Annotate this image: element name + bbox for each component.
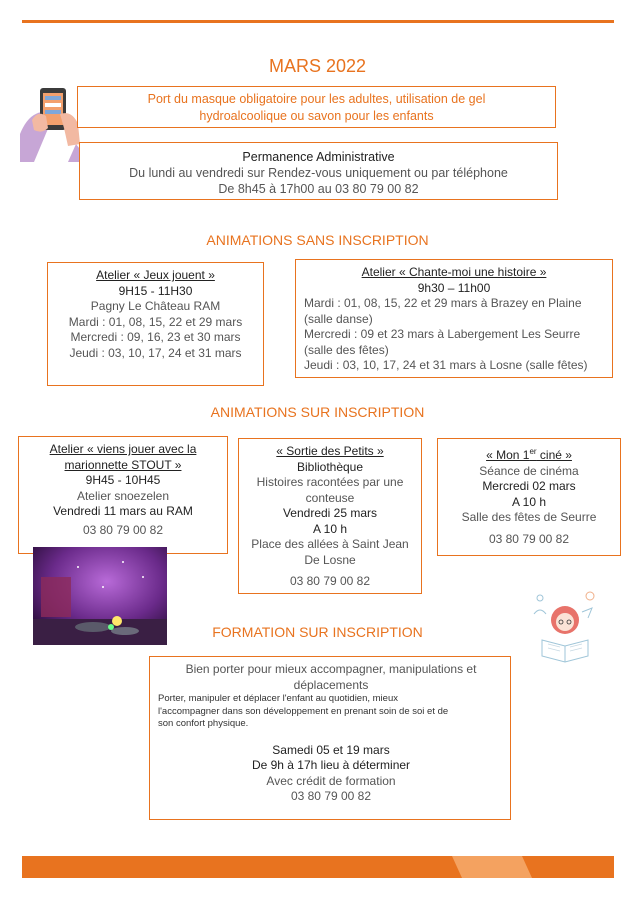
card-place: De Losne	[304, 552, 356, 567]
card-chante-moi	[295, 259, 613, 378]
card-desc-line: son confort physique.	[158, 718, 249, 729]
card-place: Salle des fêtes de Seurre	[461, 510, 597, 524]
card-title: Atelier « Chante-moi une histoire »	[361, 265, 547, 279]
footer-bar	[22, 856, 614, 878]
card-desc: Séance de cinéma	[479, 463, 579, 478]
card-date: Vendredi 11 mars au RAM	[53, 504, 193, 518]
card-mon-premier-cine	[437, 438, 621, 556]
top-rule	[22, 20, 614, 23]
card-desc: conteuse	[305, 490, 355, 505]
card-sortie-des-petits	[238, 438, 422, 594]
card-title: marionnette STOUT »	[64, 457, 182, 472]
admin-title: Permanence Administrative	[242, 150, 395, 164]
card-title: « Mon 1er ciné »	[486, 447, 572, 462]
card-date-line: Mercredi : 09 et 23 mars à Labergement Les Seurre	[304, 327, 581, 341]
card-phone: 03 80 79 00 82	[290, 789, 372, 803]
card-formation	[149, 656, 511, 820]
section-title-formation: FORMATION SUR INSCRIPTION	[212, 624, 423, 640]
card-desc-line: Porter, manipuler et déplacer l'enfant au quotidien, mieux	[158, 693, 398, 704]
card-date-line: (salle des fêtes)	[304, 342, 389, 357]
card-phone: 03 80 79 00 82	[488, 531, 570, 546]
card-date: Samedi 05 et 19 mars	[272, 742, 390, 757]
card-title: Atelier « viens jouer avec la	[49, 442, 197, 456]
card-date-line: Mardi : 01, 08, 15, 22 et 29 mars à Brazey en Plaine	[304, 296, 582, 310]
card-time: 9H45 - 10H45	[85, 473, 161, 487]
card-date-line: Mardi : 01, 08, 15, 22 et 29 mars	[68, 314, 243, 329]
card-date-line: (salle danse)	[304, 311, 373, 326]
card-time: A 10 h	[511, 494, 547, 509]
card-time: A 10 h	[312, 521, 348, 536]
card-desc	[158, 693, 504, 731]
card-date-line: Jeudi : 03, 10, 17, 24 et 31 mars à Losne (salle fêtes)	[304, 358, 588, 372]
mask-notice-line: Port du masque obligatoire pour les adultes, utilisation de gel	[147, 92, 486, 106]
admin-hours: Du lundi au vendredi sur Rendez-vous uniquement ou par téléphone	[129, 166, 508, 180]
section-title-sur-inscription: ANIMATIONS SUR INSCRIPTION	[210, 404, 425, 420]
admin-box	[79, 142, 558, 200]
card-desc: Histoires racontées par une	[256, 475, 404, 489]
card-title: « Sortie des Petits »	[276, 444, 384, 458]
card-date: Mercredi 02 mars	[482, 479, 576, 493]
card-phone: 03 80 79 00 82	[289, 574, 371, 588]
card-desc-line: l'accompagner dans son développement en prenant soin de soi et de	[158, 705, 449, 717]
card-subtitle: Bibliothèque	[296, 459, 364, 474]
card-time: De 9h à 17h lieu à déterminer	[251, 758, 411, 772]
card-title: Atelier « Jeux jouent »	[96, 268, 215, 282]
card-place: Atelier snoezelen	[76, 488, 170, 503]
card-time: 9h30 – 11h00	[417, 280, 491, 295]
card-jeux-jouent	[47, 262, 264, 386]
card-place: Pagny Le Château RAM	[90, 299, 221, 313]
mask-notice	[77, 86, 556, 128]
page-title: MARS 2022	[268, 56, 367, 76]
child-reading-illustration	[530, 584, 600, 666]
card-date-line: Jeudi : 03, 10, 17, 24 et 31 mars	[69, 345, 242, 360]
card-title: Bien porter pour mieux accompagner, manipulations et	[185, 662, 477, 676]
section-title-sans-inscription: ANIMATIONS SANS INSCRIPTION	[206, 232, 429, 248]
card-title: déplacements	[293, 677, 369, 692]
card-date: Vendredi 25 mars	[282, 506, 378, 520]
card-time: 9H15 - 11H30	[118, 283, 193, 298]
card-date-line: Mercredi : 09, 16, 23 et 30 mars	[70, 330, 241, 344]
card-phone: 03 80 79 00 82	[82, 522, 164, 537]
mask-notice-line: hydroalcoolique ou savon pour les enfants	[199, 109, 434, 123]
card-credit: Avec crédit de formation	[266, 773, 396, 788]
card-marionnette	[18, 436, 228, 554]
card-place: Place des allées à Saint Jean	[251, 537, 409, 551]
admin-phone: De 8h45 à 17h00 au 03 80 79 00 82	[218, 182, 419, 196]
